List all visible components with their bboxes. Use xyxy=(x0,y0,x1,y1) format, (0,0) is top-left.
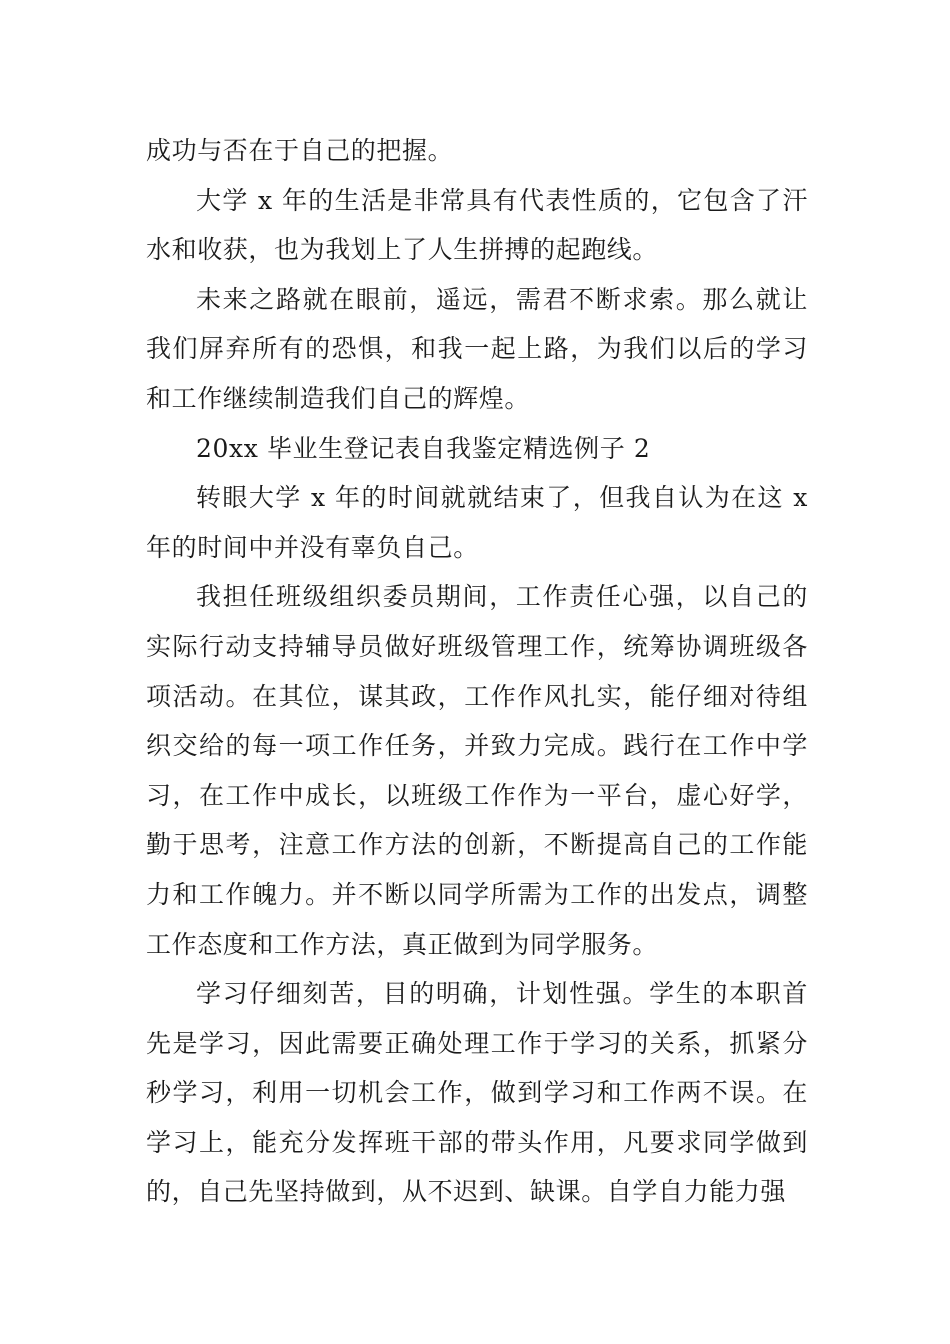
paragraph: 我担任班级组织委员期间，工作责任心强，以自己的实际行动支持辅导员做好班级管理工作，统筹协调班级各项活动。在其位，谋其政，工作作风扎实，能仔细对待组织交给的每一项工作任务，并致力完成。践行在工作中学习，在工作中成长，以班级工作作为一平台，虚心好学，勤于思考，注意工作方法的创新，不断提高自己的工作能力和工作魄力。并不断以同学所需为工作的出发点，调整工作态度和工作方法，真正做到为同学服务。 xyxy=(146,582,808,959)
paragraph: 转眼大学 x 年的时间就就结束了，但我自认为在这 x 年的时间中并没有辜负自己。 xyxy=(146,483,808,562)
document-body xyxy=(146,126,808,1217)
paragraph: 大学 x 年的生活是非常具有代表性质的，它包含了汗水和收获，也为我划上了人生拼搏的起跑线。 xyxy=(146,185,808,265)
paragraph: 未来之路就在眼前，遥远，需君不断求索。那么就让我们屏弃所有的恐惧，和我一起上路，为我们以后的学习和工作继续制造我们自己的辉煌。 xyxy=(146,284,808,413)
section-heading: 20xx 毕业生登记表自我鉴定精选例子 2 xyxy=(196,433,651,463)
paragraph: 学习仔细刻苦，目的明确，计划性强。学生的本职首先是学习，因此需要正确处理工作于学习的关系，抓紧分秒学习，利用一切机会工作，做到学习和工作两不误。在学习上，能充分发挥班干部的带头作用，凡要求同学做到的，自己先坚持做到，从不迟到、缺课。自学自力能力强 xyxy=(146,979,808,1207)
paragraph: 成功与否在于自己的把握。 xyxy=(146,136,454,165)
